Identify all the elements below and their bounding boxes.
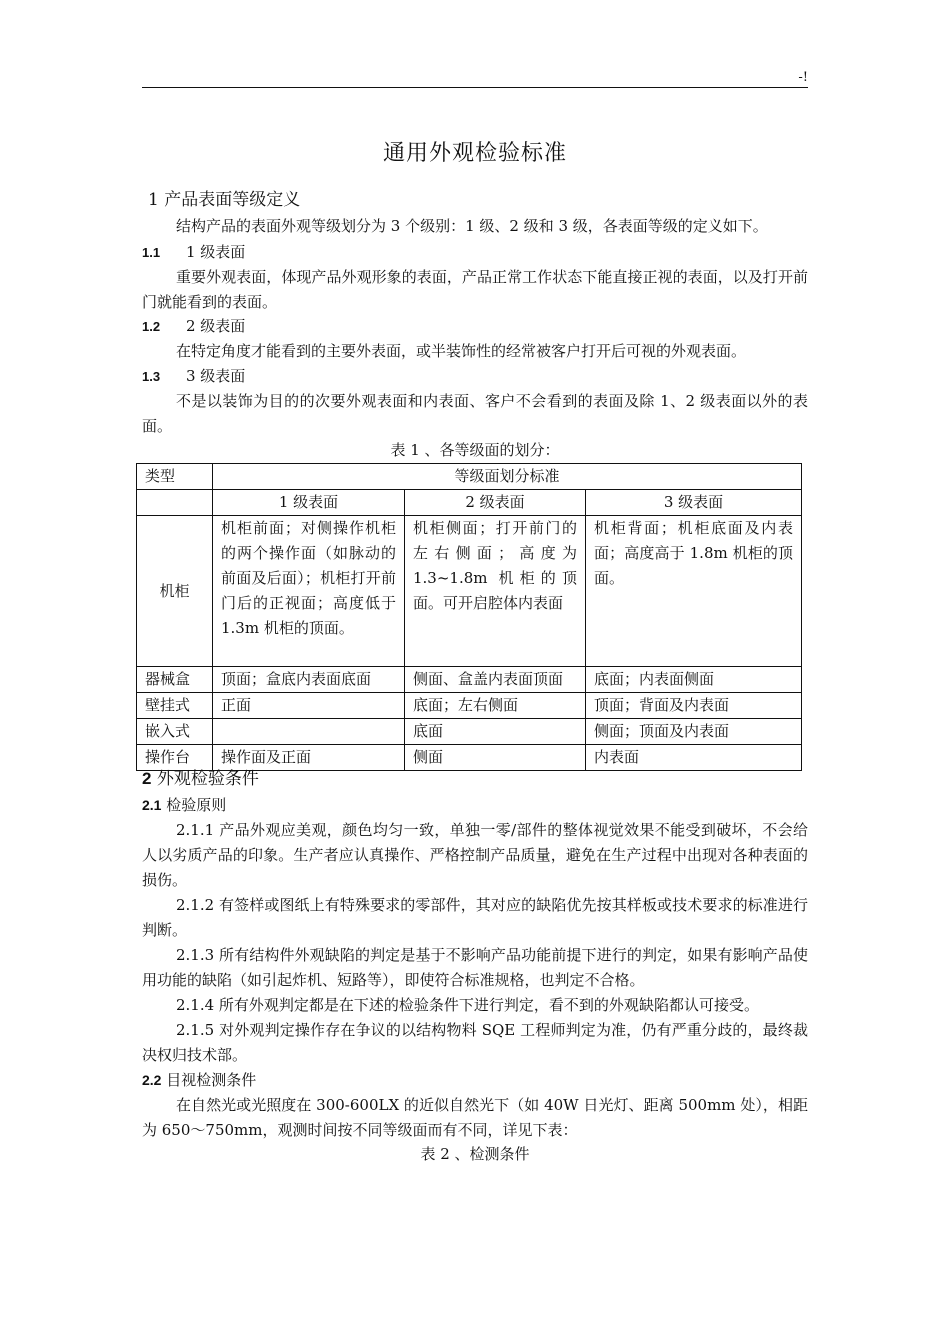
table-grade-row [137, 490, 802, 516]
grade-2-cell: 底面 [405, 719, 586, 745]
grade-1-cell: 正面 [213, 693, 405, 719]
grade-1-cell: 机柜前面；对侧操作机柜的两个操作面（如脉动的前面及后面）；机柜打开前门后的正视面；高度低于 1.3m 机柜的顶面。 [213, 516, 405, 667]
header-type: 类型 [137, 464, 213, 490]
table-2-caption: 表 2 、检测条件 [420, 1145, 530, 1163]
section-number: 2 [142, 769, 152, 788]
subsection-number: 1.2 [142, 319, 161, 334]
subsection-2-2-heading [142, 1068, 808, 1093]
grade-1-cell [213, 719, 405, 745]
grade-blank-cell [137, 490, 213, 516]
table-row [137, 693, 802, 719]
grade-3-cell: 机柜背面；机柜底面及内表面；高度高于 1.8m 机柜的顶面。 [586, 516, 802, 667]
subsection-1-3-text: 不是以装饰为目的的次要外观表面和内表面、客户不会看到的表面及除 1、2 级表面以外的表面。 [142, 392, 808, 435]
subsection-2-1-heading [142, 793, 808, 818]
grade-3-cell: 内表面 [586, 745, 802, 771]
grade-3-header: 3 级表面 [586, 490, 802, 516]
type-cell: 操作台 [137, 745, 213, 771]
subsection-number: 1.1 [142, 245, 161, 260]
subsection-1-3-heading [142, 364, 808, 389]
subsection-label: 目视检测条件 [166, 1071, 257, 1089]
grade-1-cell: 操作面及正面 [213, 745, 405, 771]
grade-1-cell: 顶面；盒底内表面底面 [213, 667, 405, 693]
page-title: 通用外观检验标准 [382, 141, 567, 166]
subsection-1-2-heading [142, 314, 808, 339]
grade-2-cell: 侧面、盒盖内表面顶面 [405, 667, 586, 693]
section-2-heading [142, 766, 808, 792]
paragraph-2-2: 在自然光或光照度在 300-600LX 的近似自然光下（如 40W 日光灯、距离 500mm 处），相距为 650～750mm，观测时间按不同等级面而有不同，详见下表： [142, 1096, 808, 1139]
table-row [137, 667, 802, 693]
paragraph-2-1-4: 2.1.4 所有外观判定都是在下述的检验条件下进行判定，看不到的外观缺陷都认可接受。 [176, 996, 759, 1014]
section-1-intro: 结构产品的表面外观等级划分为 3 个级别：1 级、2 级和 3 级，各表面等级的定义如下。 [176, 217, 768, 235]
grade-2-header: 2 级表面 [405, 490, 586, 516]
subsection-1-1-text: 重要外观表面，体现产品外观形象的表面，产品正常工作状态下能直接正视的表面，以及打开前门就能看到的表面。 [142, 268, 808, 311]
type-cell: 壁挂式 [137, 693, 213, 719]
paragraph-2-1-1: 2.1.1 产品外观应美观，颜色均匀一致，单独一零/部件的整体视觉效果不能受到破坏，不会给人以劣质产品的印象。生产者应认真操作、严格控制产品质量，避免在生产过程中出现对各种表面的损伤。 [142, 821, 808, 889]
grade-2-cell: 底面；左右侧面 [405, 693, 586, 719]
table-row [137, 719, 802, 745]
table-row [137, 516, 802, 667]
table-header-row [137, 464, 802, 490]
subsection-label: 检验原则 [166, 796, 227, 814]
paragraph-2-1-3: 2.1.3 所有结构件外观缺陷的判定是基于不影响产品功能前提下进行的判定，如果有影响产品使用功能的缺陷（如引起炸机、短路等），即使符合标准规格，也判定不合格。 [142, 946, 808, 989]
paragraph-2-1-5: 2.1.5 对外观判定操作存在争议的以结构物料 SQE 工程师判定为准，仍有严重分歧的，最终裁决权归技术部。 [142, 1021, 808, 1064]
subsection-number: 2.1 [142, 797, 162, 813]
grade-1-header: 1 级表面 [213, 490, 405, 516]
subsection-label: 3 级表面 [186, 367, 246, 385]
header-rule [142, 87, 808, 88]
section-label: 外观检验条件 [156, 769, 259, 789]
subsection-1-2-text: 在特定角度才能看到的主要外表面，或半装饰性的经常被客户打开后可视的外观表面。 [176, 342, 747, 360]
grade-2-cell: 侧面 [405, 745, 586, 771]
section-1-heading: 1 产品表面等级定义 [148, 190, 301, 210]
subsection-number: 2.2 [142, 1072, 162, 1088]
type-cell: 嵌入式 [137, 719, 213, 745]
grade-2-cell: 机柜侧面；打开前门的左右侧面；高度为 1.3~1.8m 机柜的顶面。可开启腔体内表面 [405, 516, 586, 667]
table-1-caption: 表 1 、各等级面的划分： [390, 441, 560, 459]
subsection-number: 1.3 [142, 369, 161, 384]
type-cell: 机柜 [137, 516, 213, 667]
paragraph-2-1-2: 2.1.2 有签样或图纸上有特殊要求的零部件，其对应的缺陷优先按其样板或技术要求的标准进行判断。 [142, 896, 808, 939]
subsection-label: 1 级表面 [186, 243, 246, 261]
subsection-label: 2 级表面 [186, 317, 246, 335]
grade-3-cell: 顶面；背面及内表面 [586, 693, 802, 719]
header-mark: -! [798, 70, 808, 85]
subsection-1-1-heading [142, 240, 808, 265]
grade-3-cell: 底面；内表面侧面 [586, 667, 802, 693]
grade-3-cell: 侧面；顶面及内表面 [586, 719, 802, 745]
header-standard: 等级面划分标准 [213, 464, 802, 490]
type-cell: 器械盒 [137, 667, 213, 693]
surface-grade-table [136, 463, 802, 771]
